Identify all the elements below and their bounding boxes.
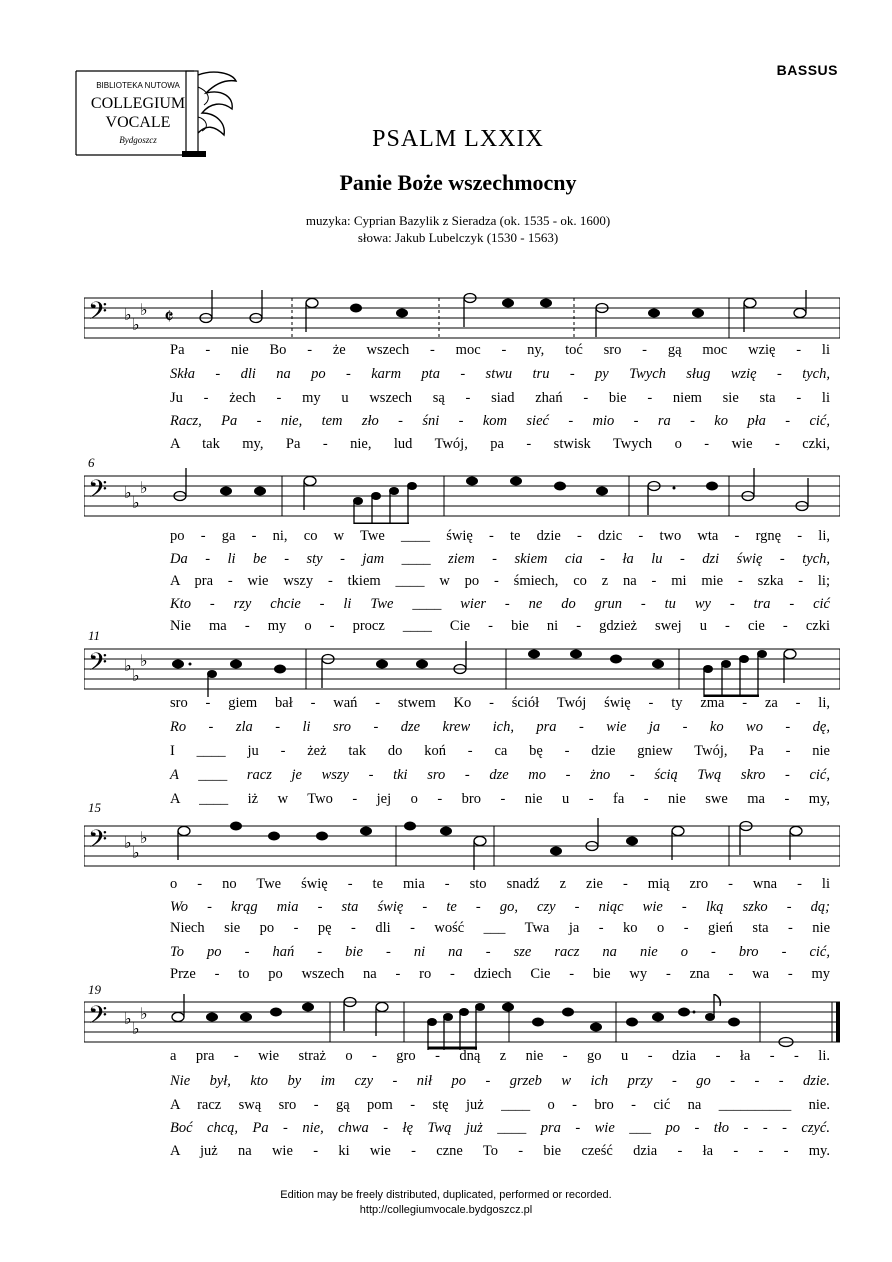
staff-system-3 [84, 641, 840, 697]
lyric-line-s1-v2: Skła - dli na po - karm pta - stwu tru - py Twych sług wzię - tych, [170, 366, 830, 382]
lyric-line-s4-v4: To po - hań - bie - ni na - sze racz na nie o - bro - cić, [170, 944, 830, 960]
page-subtitle: Panie Boże wszechmocny [339, 170, 577, 195]
lyric-line-s4-v1: o - no Twe świę - te mia - sto snadź z zie - mią zro - wna - li [170, 876, 830, 892]
lyric-line-s4-v2: Wo - krąg mia - sta świę - te - go, czy - niąc wie - lką szko - dą; [170, 899, 830, 915]
staff-system-4 [84, 818, 840, 874]
lyric-line-s4-v5: Prze - to po wszech na - ro - dziech Cie - bie wy - zna - wa - my [170, 966, 830, 982]
staff-system-1 [84, 290, 840, 346]
lyric-line-s5-v4: Boć chcą, Pa - nie, chwa - łę Twą już ____ pra - wie ___ po - tło - - - czyć. [170, 1120, 830, 1136]
footer-url: http://collegiumvocale.bydgoszcz.pl [359, 1204, 533, 1216]
measure-number: 15 [88, 800, 101, 815]
svg-text:♭: ♭ [124, 833, 132, 852]
lyric-line-s1-v3: Ju - żech - my u wszech są - siad zhań - bie - niem sie sta - li [170, 390, 830, 406]
svg-text:♭: ♭ [140, 1004, 148, 1023]
lyric-line-s2-v2: Da - li be - sty - jam ____ ziem - skiem cia - ła lu - dzi świę - tych, [170, 551, 830, 567]
lyric-line-s3-v4: A ____ racz je wszy - tki sro - dze mo - żno - ścią Twą skro - cić, [170, 767, 830, 783]
svg-text:♭: ♭ [140, 828, 148, 847]
words-credit: słowa: Jakub Lubelczyk (1530 - 1563) [357, 230, 559, 245]
svg-text:♭: ♭ [124, 305, 132, 324]
lyric-line-s2-v5: Nie ma - my o - procz ____ Cie - bie ni - gdzież swej u - cie - czki [170, 618, 830, 634]
lyric-line-s3-v1: sro - giem bał - wań - stwem Ko - ściół Twój świę - ty zma - za - li, [170, 695, 830, 711]
lyric-line-s1-v4: Racz, Pa - nie, tem zło - śni - kom sieć - mio - ra - ko pła - cić, [170, 413, 830, 429]
svg-text:♭: ♭ [132, 843, 140, 862]
lyric-line-s5-v1: a pra - wie straż o - gro - dną z nie - go u - dzia - ła - - li. [170, 1048, 830, 1064]
svg-text:♭: ♭ [124, 483, 132, 502]
lyric-line-s2-v4: Kto - rzy chcie - li Twe ____ wier - ne do grun - tu wy - tra - cić [170, 596, 830, 612]
lyric-line-s2-v1: po - ga - ni, co w Twe ____ świę - te dzie - dzic - two wta - rgnę - li, [170, 528, 830, 544]
logo-line-city: Bydgoszcz [119, 135, 157, 145]
measure-number: 11 [88, 628, 101, 643]
svg-text:♭: ♭ [132, 493, 140, 512]
bass-clef-icon: 𝄢 [88, 648, 108, 683]
lyric-line-s5-v3: A racz swą sro - gą pom - stę już ____ o - bro - cić na __________ nie. [170, 1097, 830, 1113]
voice-part-label: BASSUS [776, 62, 838, 78]
lyric-line-s5-v2: Nie był, kto by im czy - nił po - grzeb w ich przy - go - - - dzie. [170, 1073, 830, 1089]
svg-text:♭: ♭ [124, 1009, 132, 1028]
bass-clef-icon: 𝄢 [88, 1001, 108, 1036]
footer [0, 1188, 892, 1218]
lyric-line-s5-v5: A już na wie - ki wie - czne To - bie cześć dzia - ła - - - my. [170, 1143, 830, 1159]
svg-text:♭: ♭ [132, 666, 140, 685]
lyric-line-s3-v5: A ____ iż w Two - jej o - bro - nie u - fa - nie swe ma - my, [170, 791, 830, 807]
logo-line-collegium: COLLEGIUM [90, 95, 186, 112]
staff-system-5 [84, 994, 840, 1050]
lyric-line-s4-v3: Niech sie po - pę - dli - wość ___ Twa ja - ko o - gień sta - nie [170, 920, 830, 936]
svg-text:♭: ♭ [132, 1019, 140, 1038]
logo-line-library: BIBLIOTEKA NUTOWA [96, 81, 180, 90]
music-credit: muzyka: Cyprian Bazylik z Sieradza (ok. 1535 - ok. 1600) [305, 213, 611, 228]
svg-text:𝄵: 𝄵 [164, 305, 174, 330]
svg-text:♭: ♭ [140, 300, 148, 319]
measure-number: 19 [88, 982, 101, 997]
svg-text:♭: ♭ [140, 478, 148, 497]
logo-line-vocale: VOCALE [105, 114, 171, 131]
lyric-line-s3-v2: Ro - zla - li sro - dze krew ich, pra - wie ja - ko wo - dę, [170, 719, 830, 735]
page-title: PSALM LXXIX [372, 126, 544, 152]
lyric-line-s1-v5: A tak my, Pa - nie, lud Twój, pa - stwisk Twych o - wie - czki, [170, 436, 830, 452]
measure-number: 6 [88, 455, 95, 470]
footer-license: Edition may be freely distributed, duplicated, performed or recorded. [280, 1189, 612, 1201]
bass-clef-icon: 𝄢 [88, 825, 108, 860]
lyric-line-s1-v1: Pa - nie Bo - że wszech - moc - ny, toć sro - gą moc wzię - li [170, 342, 830, 358]
bass-clef-icon: 𝄢 [88, 297, 108, 332]
svg-text:♭: ♭ [124, 656, 132, 675]
lyric-line-s2-v3: A pra - wie wszy - tkiem ____ w po - śmiech, co z na - mi mie - szka - li; [170, 573, 830, 589]
svg-text:♭: ♭ [132, 315, 140, 334]
staff-system-2 [84, 468, 840, 524]
lyric-line-s3-v3: I ____ ju - żeż tak do koń - ca bę - dzie gniew Twój, Pa - nie [170, 743, 830, 759]
svg-text:♭: ♭ [140, 651, 148, 670]
bass-clef-icon: 𝄢 [88, 475, 108, 510]
